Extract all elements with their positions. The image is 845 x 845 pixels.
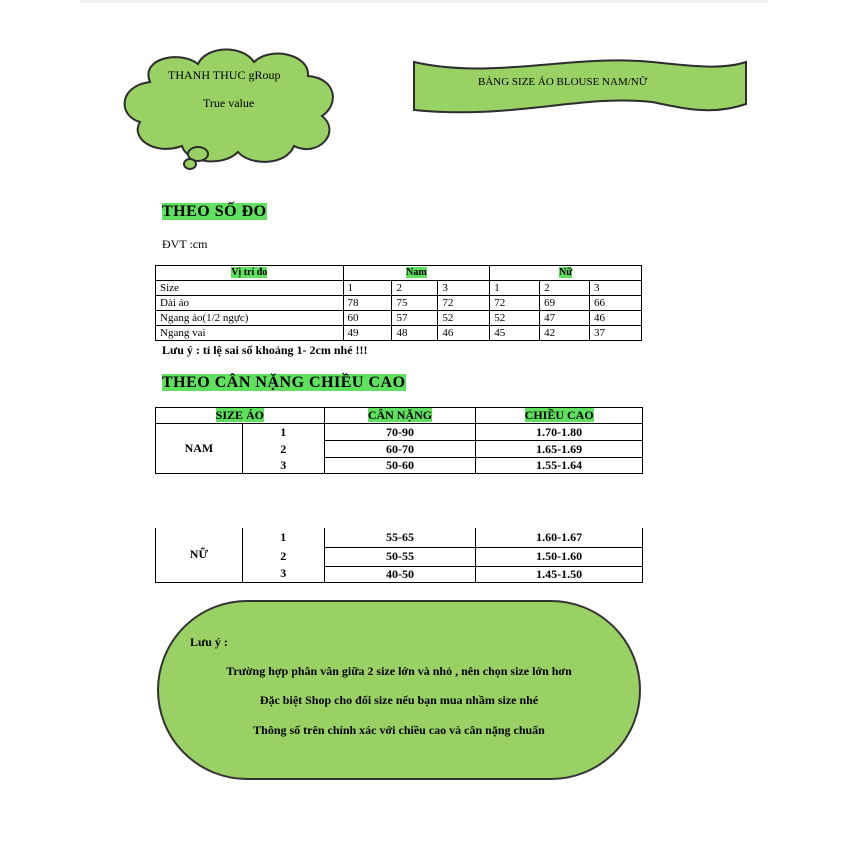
weight-cell: 55-65 [324, 528, 476, 547]
cell: 52 [438, 311, 490, 326]
height-cell: 1.50-1.60 [476, 547, 643, 566]
header-weight: CÂN NẶNG [324, 408, 476, 424]
size-table-nu [155, 528, 643, 583]
weight-cell: 60-70 [324, 441, 476, 458]
cell: 69 [540, 296, 590, 311]
row-label: Ngang áo(1/2 ngực) [156, 311, 344, 326]
cell: 1 [490, 281, 540, 296]
cell: 2 [540, 281, 590, 296]
table-row [156, 311, 642, 326]
cell: 37 [590, 326, 642, 341]
height-cell: 1.55-1.64 [476, 458, 643, 474]
cell: 47 [540, 311, 590, 326]
section1-heading-text: THEO SỐ ĐO [162, 203, 267, 220]
group-header-nu: Nữ [490, 266, 642, 281]
cell: 72 [438, 296, 490, 311]
cell: 2 [392, 281, 438, 296]
height-cell: 1.45-1.50 [476, 566, 643, 582]
size-cell: 2 [280, 441, 287, 456]
row-label: Ngang vai [156, 326, 344, 341]
size-cell: 1 [280, 530, 287, 544]
section2-heading [162, 374, 406, 392]
header-size: SIZE ÁO [156, 408, 325, 424]
cell: 42 [540, 326, 590, 341]
cell: 46 [438, 326, 490, 341]
note-line-3: Thông số trên chính xác với chiều cao và cân nặng chuẩn [253, 723, 545, 737]
table-row [156, 326, 642, 341]
group-header-nam: Nam [343, 266, 490, 281]
table-row [156, 281, 642, 296]
cell: 75 [392, 296, 438, 311]
size-table-nam [155, 407, 643, 474]
note-line-1: Trường hợp phân vân giữa 2 size lớn và nhỏ , nên chọn size lớn hơn [226, 664, 572, 678]
cell: 3 [590, 281, 642, 296]
header-height: CHIỀU CAO [476, 408, 643, 424]
cell: 78 [343, 296, 392, 311]
row-label: Dài áo [156, 296, 344, 311]
weight-cell: 40-50 [324, 566, 476, 582]
size-cell: 2 [280, 549, 287, 563]
cell: 57 [392, 311, 438, 326]
height-cell: 1.65-1.69 [476, 441, 643, 458]
cloud-line-1: THANH THUC gRoup [168, 68, 281, 82]
height-cell: 1.70-1.80 [476, 424, 643, 441]
weight-cell: 50-60 [324, 458, 476, 474]
section2-heading-text: THEO CÂN NẶNG CHIỀU CAO [162, 374, 406, 391]
weight-cell: 50-55 [324, 547, 476, 566]
cell: 1 [343, 281, 392, 296]
size-cell: 3 [280, 566, 287, 581]
cell: 45 [490, 326, 540, 341]
top-divider [80, 0, 768, 3]
cell: 60 [343, 311, 392, 326]
table-row [156, 296, 642, 311]
unit-label: ĐVT :cm [162, 237, 208, 251]
row-label: Size [156, 281, 344, 296]
gender-label-nu: NỮ [156, 528, 243, 582]
cell: 72 [490, 296, 540, 311]
col-header-position: Vị trí đo [156, 266, 344, 281]
gender-label-nam: NAM [156, 424, 243, 474]
cell: 3 [438, 281, 490, 296]
note-oval [157, 600, 641, 780]
height-cell: 1.60-1.67 [476, 528, 643, 547]
note-title: Lưu ý : [190, 635, 228, 649]
note-line-2: Đặc biệt Shop cho đổi size nếu bạn mua nhầm size nhé [259, 693, 539, 707]
table-row [156, 424, 643, 441]
cell: 46 [590, 311, 642, 326]
size-cell: 3 [280, 457, 287, 472]
cell: 52 [490, 311, 540, 326]
measurement-table [155, 265, 642, 341]
weight-cell: 70-90 [324, 424, 476, 441]
tolerance-note: Lưu ý : tỉ lệ sai số khoảng 1- 2cm nhé !!! [162, 343, 368, 357]
cell: 66 [590, 296, 642, 311]
cell: 49 [343, 326, 392, 341]
banner-shape [412, 58, 748, 118]
cloud-line-2: True value [203, 96, 255, 110]
section1-heading [162, 203, 267, 221]
table-row [156, 528, 643, 547]
banner-title: BẢNG SIZE ÁO BLOUSE NAM/NỮ [478, 76, 648, 88]
size-cell: 1 [280, 424, 287, 439]
cell: 48 [392, 326, 438, 341]
